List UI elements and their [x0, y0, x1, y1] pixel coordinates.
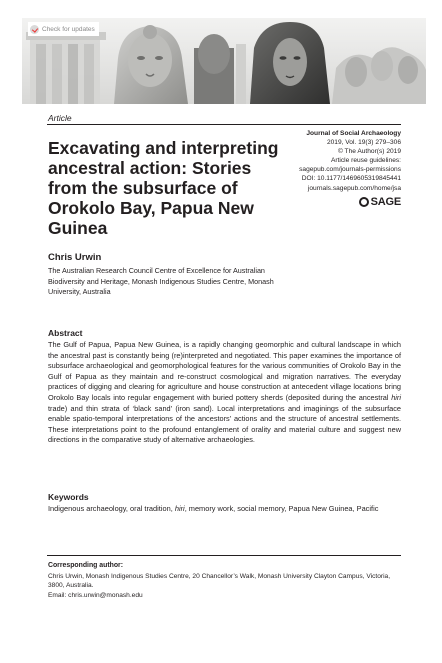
article-type-label: Article: [48, 113, 72, 123]
check-for-updates-label: Check for updates: [42, 25, 95, 33]
journal-permissions-link[interactable]: sagepub.com/journals-permissions: [299, 166, 401, 174]
footer-divider: [47, 555, 401, 556]
corresponding-author-details: [48, 572, 408, 600]
author-name: Chris Urwin: [48, 252, 102, 263]
sage-logo: [359, 196, 401, 208]
journal-doi-link[interactable]: DOI: 10.1177/1469605319845441: [301, 175, 401, 183]
corresponding-address: Chris Urwin, Monash Indigenous Studies Centre, 20 Chancellor’s Walk, Monash University Clayton Campus, Victoria, 3800, Australia.: [48, 573, 391, 590]
article-title: Excavating and interpreting ancestral action: Stories from the subsurface of Orokolo Bay, Papua New Guinea: [48, 138, 279, 238]
check-for-updates-badge[interactable]: [28, 22, 99, 36]
dark-statue-sculpture: [194, 34, 246, 104]
journal-name: Journal of Social Archaeology: [306, 130, 401, 137]
abstract-italic-term: hiri: [391, 392, 401, 402]
abstract-text-part2: trade) and thin strata of ‘black sand’ (iron sand). Local interpretations and imaginings of the subsurface enable spatio-temporal interpretations of the ancestors’ actions and the structure of ancestral settlements. These interpretations point to the profound entanglement of orality and material culture and suggest new directions in the comparative study of alternative archaeologies.: [48, 403, 401, 445]
journal-home-link[interactable]: journals.sagepub.com/home/jsa: [307, 184, 401, 192]
journal-reuse-label: Article reuse guidelines:: [330, 157, 401, 165]
author-affiliation: The Australian Research Council Centre of Excellence for Australian Biodiversity and Heritage, Monash Indigenous Studies Centre, Monash University, Australia: [48, 266, 274, 296]
journal-volume: 2019, Vol. 19(3) 279–306: [326, 139, 401, 147]
sage-logo-icon: [359, 197, 369, 207]
keywords-part1: Indigenous archaeology, oral tradition,: [48, 504, 175, 513]
sage-logo-text: SAGE: [370, 196, 401, 208]
corresponding-email-line: [48, 591, 408, 600]
abstract-text-part1: The Gulf of Papua, Papua New Guinea, is a rapidly changing geomorphic and cultural landscape in which the ancestral past is constantly being (re)interpreted and negotiated. This paper examines the importance of subsurface archaeological and geomorphological features for the various communities of Orokolo Bay in the Gulf of Papua as they maintain and re-construct cosmological and migration narratives. The everyday practices of digging and clearing for agriculture and house construction at antecedent village locations bring Orokolo Bay locals into regular engagement with buried pottery sherds (deposited during the ancestral: [48, 340, 401, 402]
journal-banner-image: [22, 18, 426, 104]
email-link[interactable]: chris.urwin@monash.edu: [68, 591, 143, 599]
abstract-body: [48, 340, 401, 446]
keywords-list: [48, 504, 401, 515]
email-label: Email:: [48, 591, 67, 599]
journal-info: [261, 129, 401, 193]
keywords-heading: Keywords: [48, 492, 89, 502]
abstract-heading: Abstract: [48, 328, 83, 338]
header-divider: [47, 124, 401, 125]
keywords-part2: , memory work, social memory, Papua New Guinea, Pacific: [184, 504, 379, 513]
check-update-icon: [30, 25, 39, 34]
egyptian-head-sculpture: [250, 22, 330, 104]
corresponding-author-heading: Corresponding author:: [48, 562, 124, 569]
journal-copyright: © The Author(s) 2019: [337, 148, 401, 156]
column-sculpture: [26, 32, 106, 104]
keywords-italic-term: hiri: [174, 504, 185, 513]
